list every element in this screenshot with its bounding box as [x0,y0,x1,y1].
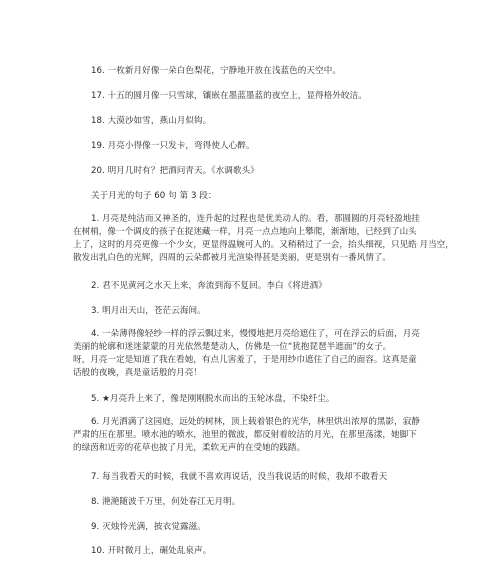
list-item: 2. 君不见黄河之水天上来，奔流到海不复回。李白《将进酒》 [91,281,327,291]
list-item: 17. 十五的圆月像一只雪球，镶嵌在墨蓝墨蓝的夜空上，显得格外皎洁。 [91,91,367,101]
paragraph-line: 呀，月亮一定是知道了我在看她，有点儿害羞了，于是用纱巾遮住了自己的面容。这真是童 [73,355,417,365]
paragraph-1 [73,213,454,265]
paragraph-line: 上了，这时的月亮更像一个少女，更显得温婉可人的。又稍稍过了一会，抬头细视，只见皓 月当空， [73,240,454,250]
paragraph-line: 1. 月亮是纯洁而又神圣的，连升起的过程也是优美动人的。看，那圆圆的月亮轻盈地挂 [91,214,420,224]
list-item: 5. ★月亮升上来了，像是刚刚脱水而出的玉轮冰盘，不染纤尘。 [91,394,335,404]
paragraph-line: 4. 一朵薄得像轻纱一样的浮云飘过来，慢慢地把月亮给遮住了，可在浮云的后面，月亮 [91,329,420,339]
paragraph-line: 6. 月光洒满了这园庭，远处的树林，顶上载着银色的光华，林里烘出浓厚的黑影，寂静 [91,417,420,427]
list-item: 20. 明月几时有？把酒问青天。《水调歌头》 [91,166,259,176]
list-item: 8. 滟滟随波千万里，何处春江无月明。 [91,497,241,507]
section-heading: 关于月光的句子 60 句 第 3 段： [91,191,217,201]
list-item: 9. 灭烛怜光满，披衣觉露滋。 [91,522,206,532]
paragraph-6 [73,416,420,455]
list-item: 7. 每当我看天的时候，我就不喜欢再说话，没当我说话的时候，我却不敢看天 [91,472,388,482]
list-item: 19. 月亮小得像一只发卡，弯得使人心醉。 [91,141,255,151]
paragraph-line: 的绿茵和近旁的花草也披了月光，柔软无声的在受她的践踏。 [73,443,306,453]
list-item: 16. 一枚新月好像一朵白色梨花，宁静地开放在浅蓝色的天空中。 [91,66,341,76]
paragraph-line: 在树梢，像一个调皮的孩子在捉迷藏一样，月亮一点点地向上攀爬，渐渐地，已经到了山头 [73,227,417,237]
paragraph-line: 散发出乳白色的光辉，四周的云朵都被月光渲染得甚是美丽，更是别有一番风情了。 [73,253,391,263]
list-item: 10. 开时微月上，碾处乱泉声。 [91,546,212,556]
paragraph-4 [73,328,420,380]
paragraph-line: 严肃的压在那里。喷水池的喷水，池里的微波，都反射着皎洁的月光，在那里荡漾，她脚下 [73,430,417,440]
list-item: 3. 明月出天山，苍茫云海间。 [91,306,206,316]
paragraph-line: 话般的夜晚，真是童话般的月亮！ [73,368,202,378]
list-item: 18. 大漠沙如雪，燕山月似钩。 [91,116,212,126]
paragraph-line: 美丽的轮廓和迷迷蒙蒙的月光依然楚楚动人，仿佛是一位“犹抱琵琶半遮面”的女子。 [73,342,392,352]
